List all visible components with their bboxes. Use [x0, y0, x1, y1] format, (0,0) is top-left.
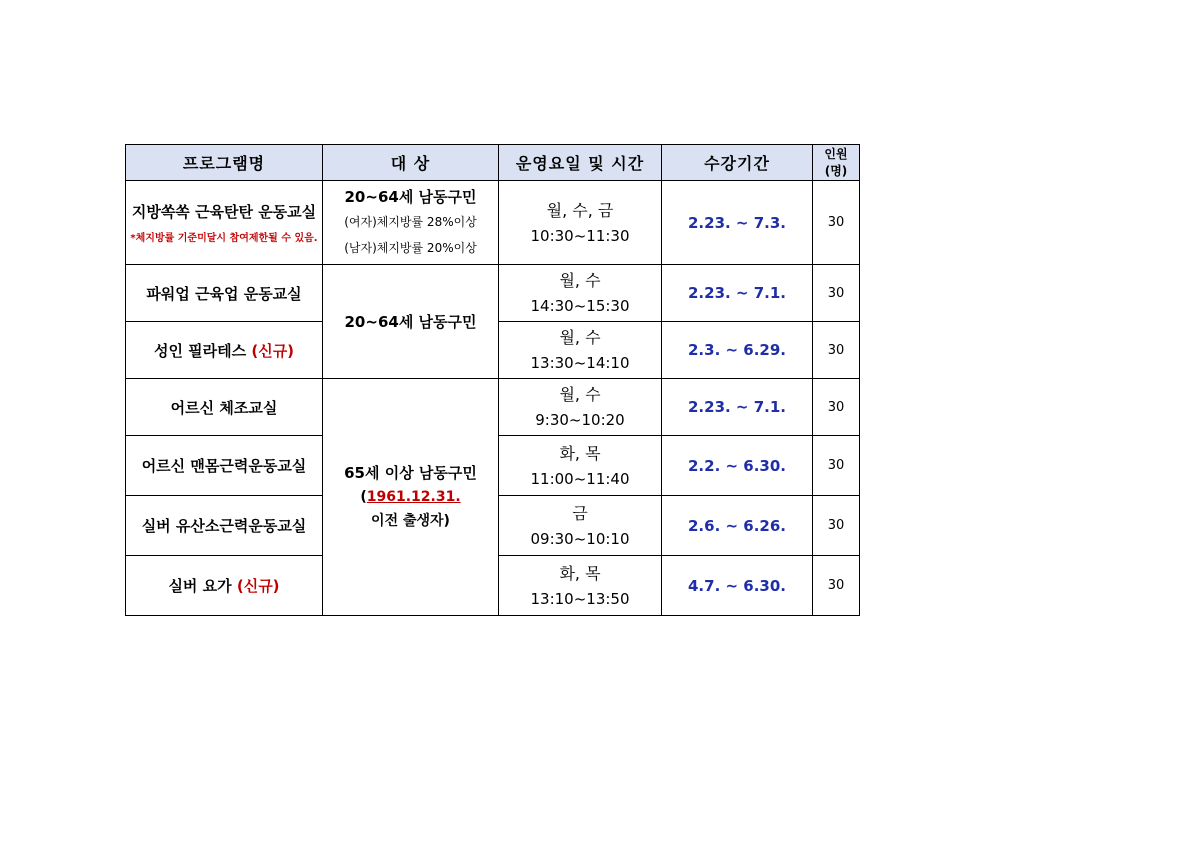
program-name: 파워업 근육업 운동교실	[146, 284, 302, 303]
header-row	[126, 145, 860, 181]
schedule-days: 화, 목	[559, 443, 601, 463]
header-capacity	[813, 145, 860, 181]
program-schedule-table	[125, 144, 860, 616]
header-capacity-line1: 인원	[824, 146, 848, 161]
schedule-days: 금	[572, 503, 588, 523]
schedule-time: 9:30~10:20	[535, 411, 625, 429]
schedule-cell	[499, 265, 662, 322]
period-cell: 2.23. ~ 7.1.	[662, 265, 813, 322]
program-note: *체지방률 기준미달시 참여제한될 수 있음.	[130, 233, 318, 244]
schedule-time: 09:30~10:10	[530, 529, 630, 548]
header-capacity-line2: (명)	[824, 163, 848, 178]
target-born-before: 이전 출생자)	[371, 513, 450, 529]
program-cell	[126, 496, 323, 556]
target-male: (남자)체지방률 20%이상	[344, 240, 477, 255]
period-cell: 2.3. ~ 6.29.	[662, 322, 813, 379]
target-birth-line	[323, 485, 498, 509]
schedule-time: 10:30~11:30	[530, 226, 630, 245]
program-cell	[126, 181, 323, 265]
header-period: 수강기간	[662, 145, 813, 181]
program-cell	[126, 265, 323, 322]
program-name: 실버 유산소근력운동교실	[141, 517, 307, 535]
target-birth-date: 1961.12.31.	[366, 489, 461, 505]
period-cell: 2.6. ~ 6.26.	[662, 496, 813, 556]
program-name: 실버 요가	[168, 577, 237, 595]
schedule-time: 13:10~13:50	[530, 589, 630, 608]
header-schedule: 운영요일 및 시간	[499, 145, 662, 181]
header-target: 대 상	[323, 145, 499, 181]
table-row	[126, 265, 860, 322]
schedule-time: 13:30~14:10	[530, 354, 630, 372]
schedule-cell	[499, 181, 662, 265]
target-female: (여자)체지방률 28%이상	[344, 214, 477, 229]
target-main: 65세 이상 남동구민	[344, 464, 477, 482]
schedule-time: 11:00~11:40	[530, 469, 630, 488]
capacity-cell: 30	[813, 379, 860, 436]
schedule-cell	[499, 322, 662, 379]
header-program: 프로그램명	[126, 145, 323, 181]
target-birth-open: (	[360, 489, 367, 505]
capacity-cell: 30	[813, 265, 860, 322]
period-cell: 4.7. ~ 6.30.	[662, 556, 813, 616]
capacity-cell: 30	[813, 322, 860, 379]
program-name: 어르신 맨몸근력운동교실	[141, 457, 307, 475]
schedule-cell	[499, 436, 662, 496]
program-name: 어르신 체조교실	[170, 398, 278, 417]
capacity-cell: 30	[813, 181, 860, 265]
period-cell: 2.2. ~ 6.30.	[662, 436, 813, 496]
period-cell: 2.23. ~ 7.1.	[662, 379, 813, 436]
period-cell: 2.23. ~ 7.3.	[662, 181, 813, 265]
target-cell	[323, 181, 499, 265]
target-cell	[323, 379, 499, 616]
program-cell	[126, 379, 323, 436]
table-row	[126, 181, 860, 265]
capacity-cell: 30	[813, 436, 860, 496]
table-row	[126, 379, 860, 436]
schedule-time: 14:30~15:30	[530, 297, 630, 315]
schedule-cell	[499, 379, 662, 436]
schedule-days: 월, 수	[559, 271, 601, 290]
program-name: 성인 필라테스	[153, 341, 252, 360]
program-name: 지방쏙쏙 근육탄탄 운동교실	[131, 203, 317, 221]
program-cell	[126, 436, 323, 496]
program-cell	[126, 556, 323, 616]
target-main: 20~64세 남동구민	[344, 312, 477, 331]
new-tag: (신규)	[236, 577, 280, 595]
target-main: 20~64세 남동구민	[344, 187, 477, 206]
schedule-days: 화, 목	[559, 563, 601, 583]
schedule-days: 월, 수	[559, 385, 601, 404]
schedule-cell	[499, 496, 662, 556]
schedule-days: 월, 수	[559, 328, 601, 347]
new-tag: (신규)	[251, 341, 295, 360]
capacity-cell: 30	[813, 556, 860, 616]
capacity-cell: 30	[813, 496, 860, 556]
target-cell	[323, 265, 499, 379]
program-cell	[126, 322, 323, 379]
schedule-days: 월, 수, 금	[546, 200, 614, 220]
schedule-cell	[499, 556, 662, 616]
